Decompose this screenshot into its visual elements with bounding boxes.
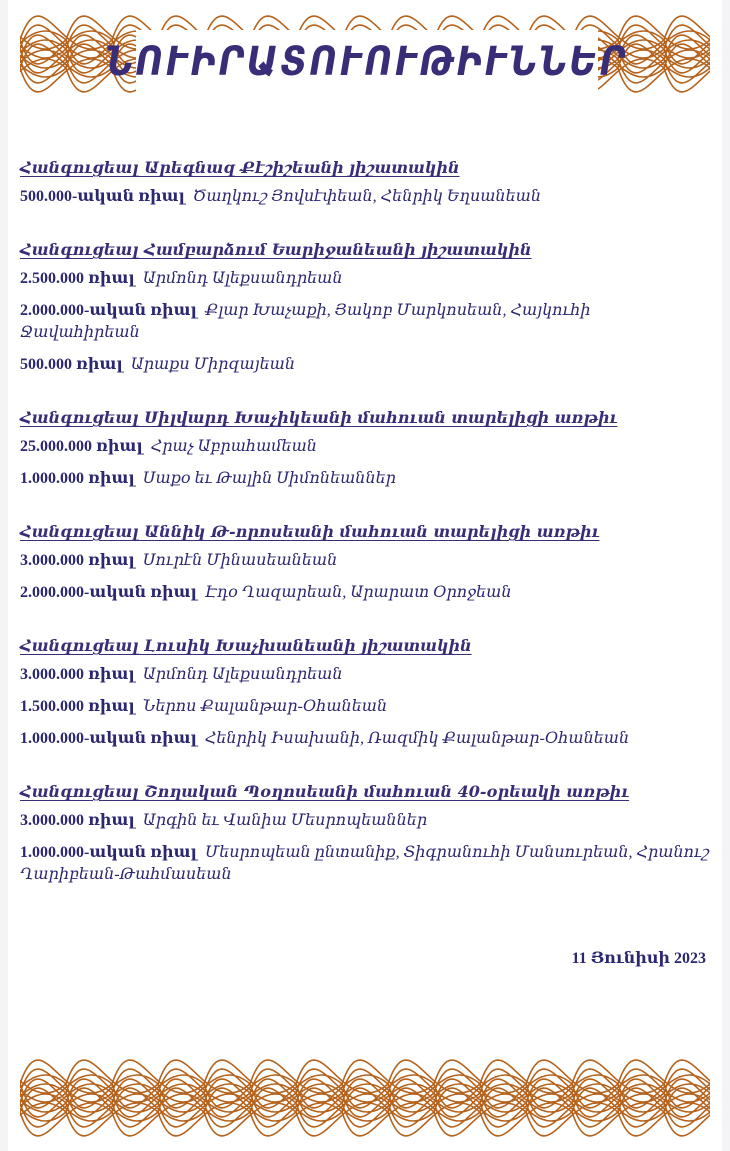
donor-names: Սաքօ եւ Թալին Սիմոնեաններ — [142, 470, 396, 487]
donation-section — [20, 636, 710, 750]
donation-amount: 2.000.000-ական ռիալ — [20, 584, 197, 601]
bottom-ornament-band — [20, 1052, 710, 1144]
donation-amount: 25.000.000 ռիալ — [20, 438, 143, 455]
donation-entry — [20, 582, 710, 604]
donation-section — [20, 522, 710, 604]
section-title: Հանգուցեալ Արեգնազ Քէշիշեանի յիշատակին — [20, 158, 460, 177]
donation-section — [20, 158, 710, 208]
donor-names: Ներոս Քալանթար-Օհանեան — [142, 698, 388, 715]
donor-names: Արգին եւ Վանիա Մեսրոպեաններ — [142, 812, 428, 829]
donor-names: Էդօ Ղազարեան, Արարատ Օրոջեան — [204, 584, 512, 601]
donor-names: Մեսրոպեան ընտանիք, Տիգրանուհի Մանսուրեան, Հրանուշ Ղարիբեան-Թահմասեան — [20, 844, 710, 883]
interlace-lines — [20, 1060, 710, 1136]
donation-amount: 500.000-ական ռիալ — [20, 188, 185, 205]
donation-section — [20, 408, 710, 490]
donation-amount: 3.000.000 ռիալ — [20, 812, 135, 829]
section-title: Հանգուցեալ Շողական Պօղոսեանի մահուան 40-օրեակի առթիւ — [20, 782, 630, 801]
donation-amount: 1.000.000-ական ռիալ — [20, 730, 197, 747]
donation-amount: 1.000.000 ռիալ — [20, 470, 135, 487]
donation-amount: 1.500.000 ռիալ — [20, 698, 135, 715]
donation-entry — [20, 268, 710, 290]
donation-amount: 2.000.000-ական ռիալ — [20, 302, 197, 319]
title-banner — [105, 30, 629, 94]
page-title: ՆՈՒԻՐԱՏՈՒՈՒԹԻՒՆՆԵՐ — [105, 39, 629, 85]
publication-date: 11 Յունիսի 2023 — [571, 950, 706, 967]
donation-amount: 2.500.000 ռիալ — [20, 270, 135, 287]
donation-entry — [20, 810, 710, 832]
donation-entry — [20, 842, 710, 886]
donation-amount: 3.000.000 ռիալ — [20, 552, 135, 569]
donor-names: Սուրէն Մինասեանեան — [142, 552, 338, 569]
donor-names: Ծաղկուշ Յովսէփեան, Հենրիկ Եղսանեան — [192, 188, 541, 205]
donation-entry — [20, 186, 710, 208]
donation-entry — [20, 664, 710, 686]
donation-amount: 3.000.000 ռիալ — [20, 666, 135, 683]
section-title: Հանգուցեալ Սիլվարդ Խաչիկեանի մահուան տարելիցի առթիւ — [20, 408, 618, 427]
donation-entry — [20, 550, 710, 572]
page — [8, 0, 722, 1151]
donation-entry — [20, 696, 710, 718]
section-title: Հանգուցեալ Համբարձում Եարիջանեանի յիշատակին — [20, 240, 532, 259]
donation-entry — [20, 436, 710, 458]
section-title: Հանգուցեալ Աննիկ Թ-որոսեանի մահուան տարելիցի առթիւ — [20, 522, 600, 541]
donor-names: Հենրիկ Իսախանի, Ռազմիկ Քալանթար-Օհանեան — [204, 730, 630, 747]
donation-entry — [20, 468, 710, 490]
donor-names: Արմոնդ Ալեքսանդրեան — [142, 270, 343, 287]
donor-names: Արմոնդ Ալեքսանդրեան — [142, 666, 343, 683]
donation-section — [20, 782, 710, 886]
section-title: Հանգուցեալ Լուսիկ Խաչխանեանի յիշատակին — [20, 636, 472, 655]
donor-names: Հրաչ Աբրահամեան — [150, 438, 317, 455]
donation-section — [20, 240, 710, 376]
donation-amount: 1.000.000-ական ռիալ — [20, 844, 197, 861]
donations-list — [20, 146, 710, 918]
donor-names: Արաքս Միրզայեան — [130, 356, 295, 373]
donation-entry — [20, 728, 710, 750]
donation-amount: 500.000 ռիալ — [20, 356, 123, 373]
donor-names: Քլար Խաչաքի, Յակոբ Մարկոսեան, Հայկուհի Ջավահիրեան — [20, 302, 591, 341]
armenian-interlace-band — [20, 1052, 710, 1144]
donation-entry — [20, 300, 710, 344]
donation-entry — [20, 354, 710, 376]
